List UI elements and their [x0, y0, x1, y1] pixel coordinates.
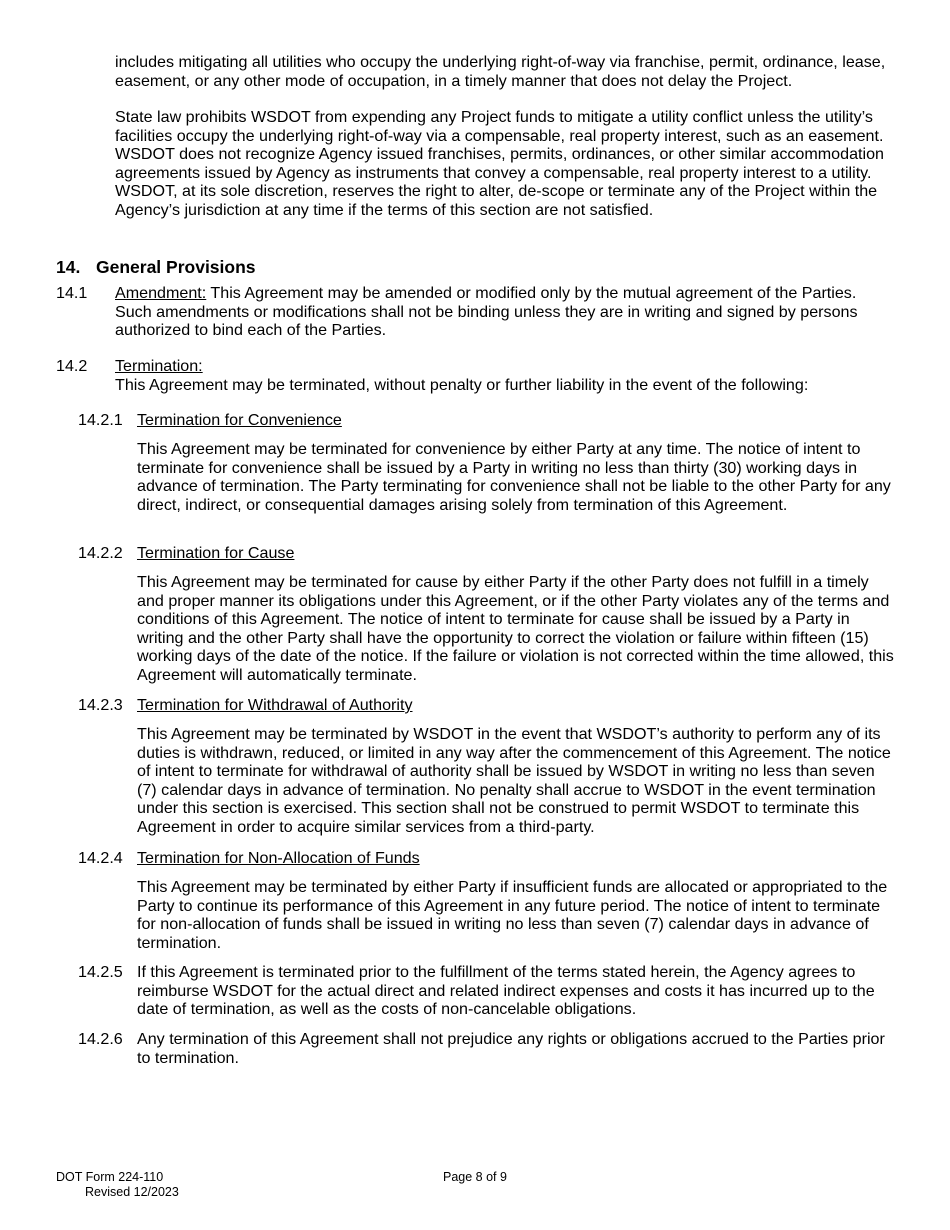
subclause-number-14-2-1: 14.2.1	[78, 411, 123, 429]
clause-title-amendment: Amendment:	[115, 284, 207, 302]
intro-paragraph-1: includes mitigating all utilities who occupy the underlying right-of-way via franchise, permit, ordinance, lease, easement, or any other mode of occupation, in a timely manner that does not delay the Project.	[115, 53, 886, 90]
subclause-number-14-2-4: 14.2.4	[78, 849, 123, 867]
clause-text-amendment: This Agreement may be amended or modified only by the mutual agreement of the Parties. Such amendments or modifications shall not be binding unless they are in writing and signed by persons authorized to bind each of the Parties.	[115, 284, 858, 340]
subclause-text-withdrawal: This Agreement may be terminated by WSDOT in the event that WSDOT’s authority to perform any of its duties is withdrawn, reduced, or limited in any way after the commencement of this Agreement. The notice of intent to terminate for withdrawal of authority shall be issued by WSDOT in writing no less than seven (7) calendar days in advance of termination. No penalty shall accrue to WSDOT in the event termination under this section is exercised. This section shall not be construed to permit WSDOT to terminate this Agreement in order to acquire similar services from a third-party.	[137, 725, 891, 836]
subclause-title-cause: Termination for Cause	[137, 544, 295, 562]
clause-number-14-1: 14.1	[56, 284, 88, 302]
subclause-number-14-2-2: 14.2.2	[78, 544, 123, 562]
subclause-text-prejudice: Any termination of this Agreement shall not prejudice any rights or obligations accrued to the Parties prior to termination.	[137, 1030, 885, 1067]
footer-page-number: Page 8 of 9	[443, 1170, 507, 1184]
subclause-text-non-allocation: This Agreement may be terminated by either Party if insufficient funds are allocated or appropriated to the Party to continue its performance of this Agreement in any future period. The notice of intent to terminate for non-allocation of funds shall be issued in writing no less than seven (7) calendar days in advance of termination.	[137, 878, 888, 952]
subclause-text-reimburse: If this Agreement is terminated prior to the fulfillment of the terms stated herein, the Agency agrees to reimburse WSDOT for the actual direct and related indirect expenses and costs it has incurred up to the date of termination, as well as the costs of non-cancelable obligations.	[137, 963, 875, 1019]
subclause-title-non-allocation: Termination for Non-Allocation of Funds	[137, 849, 420, 867]
footer-form-number: DOT Form 224-110	[56, 1170, 164, 1184]
footer-form-info	[56, 1170, 179, 1200]
intro-paragraph-2: State law prohibits WSDOT from expending any Project funds to mitigate a utility conflict unless the utility’s facilities occupy the underlying right-of-way via a compensable, real property interest, such as an easement. WSDOT does not recognize Agency issued franchises, permits, ordinances, or other similar accommodation agreements issued by Agency as instruments that convey a compensable, real property interest to a utility. WSDOT, at its sole discretion, reserves the right to alter, de-scope or terminate any of the Project within the Agency’s jurisdiction at any time if the terms of this section are not satisfied.	[115, 108, 884, 219]
footer-revised-date: Revised 12/2023	[85, 1185, 179, 1199]
clause-14-2	[115, 357, 890, 394]
subclause-text-convenience: This Agreement may be terminated for convenience by either Party at any time. The notice of intent to terminate for convenience shall be issued by a Party in writing no less than thirty (30) working days in advance of termination. The Party terminating for convenience shall not be liable to the other Party for any direct, indirect, or consequential damages arising solely from termination of this Agreement.	[137, 440, 891, 514]
clause-text-termination: This Agreement may be terminated, without penalty or further liability in the event of the following:	[115, 375, 809, 394]
clause-number-14-2: 14.2	[56, 357, 88, 375]
clause-title-termination: Termination:	[115, 357, 203, 375]
subclause-title-convenience: Termination for Convenience	[137, 411, 342, 429]
subclause-number-14-2-5: 14.2.5	[78, 963, 123, 981]
subclause-text-cause: This Agreement may be terminated for cause by either Party if the other Party does not fulfill in a timely and proper manner its obligations under this Agreement, or if the other Party violates any of the terms and conditions of this Agreement. The notice of intent to terminate for cause shall be issued by a Party in writing and the other Party shall have the opportunity to correct the violation or failure within fifteen (15) working days of the date of the notice. If the failure or violation is not corrected within the time allowed, this Agreement will automatically terminate.	[137, 573, 894, 684]
subclause-number-14-2-6: 14.2.6	[78, 1030, 123, 1048]
subclause-number-14-2-3: 14.2.3	[78, 696, 123, 714]
section-heading-14	[56, 258, 256, 277]
subclause-title-withdrawal: Termination for Withdrawal of Authority	[137, 696, 413, 714]
section-number: 14.	[56, 257, 81, 277]
clause-14-1	[115, 284, 890, 340]
section-title: General Provisions	[96, 257, 256, 277]
